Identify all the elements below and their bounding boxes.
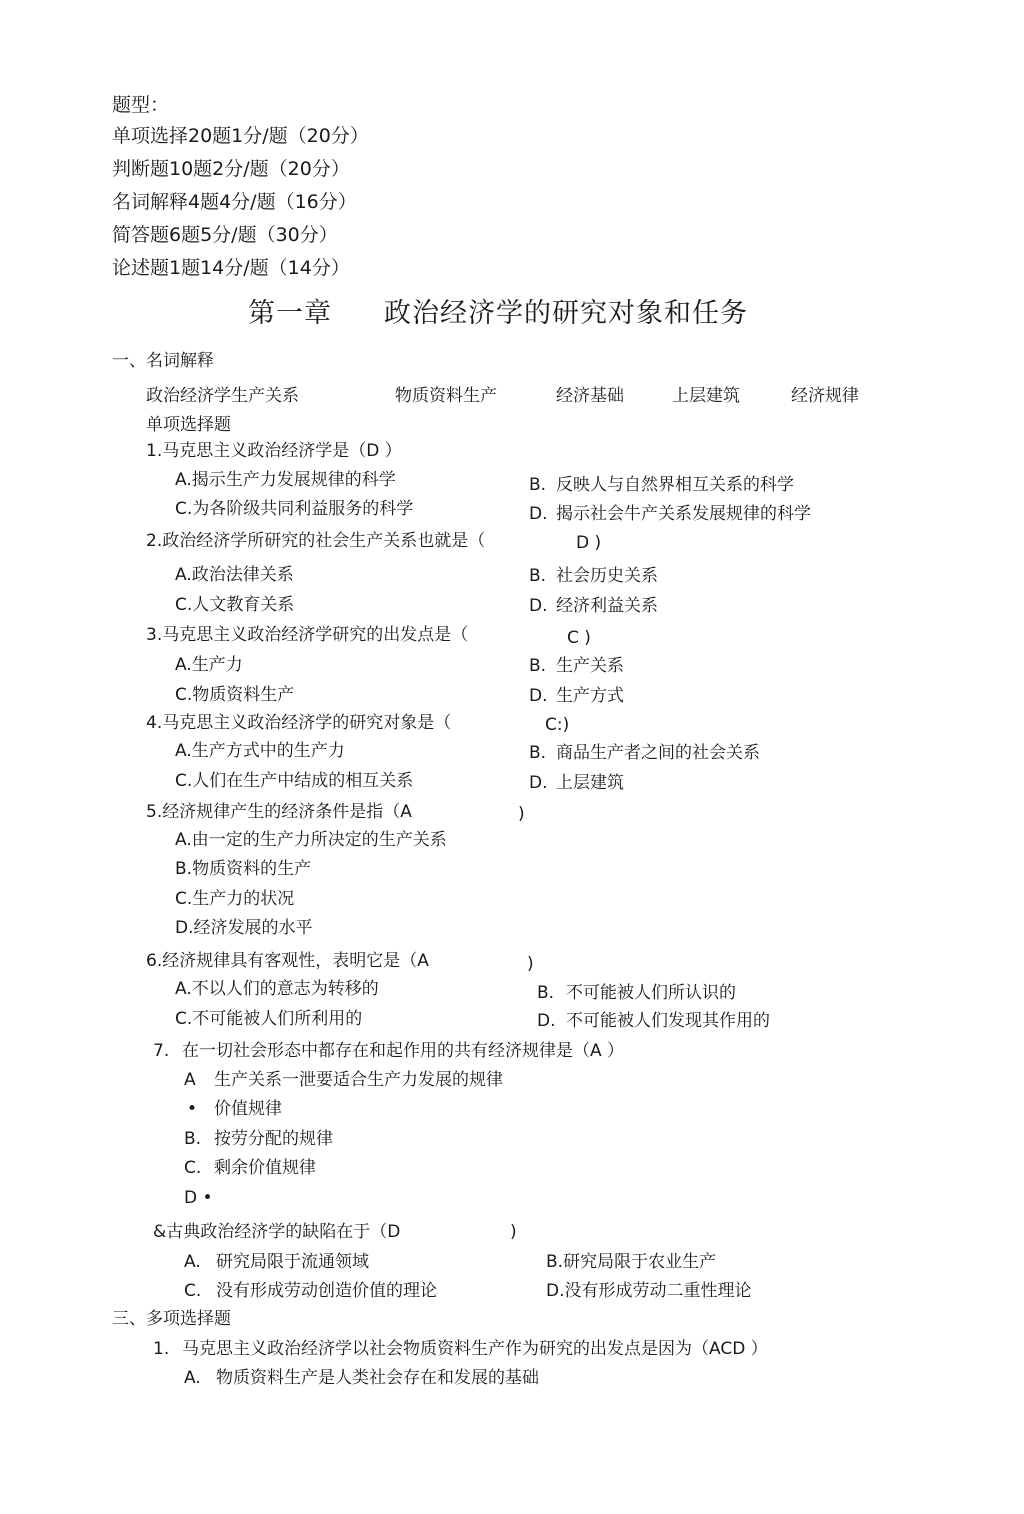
multi-question-1-stem: 马克思主义政治经济学以社会物质资料生产作为研究的出发点是因为（ACD ） <box>182 1339 768 1359</box>
question-4-stem: 4.马克思主义政治经济学的研究对象是（ <box>146 713 452 733</box>
question-7-option-a: 生产关系一泄要适合生产力发展的规律 <box>214 1070 503 1090</box>
question-4-option-a: A.生产方式中的生产力 <box>175 741 345 761</box>
question-7-option-b-label: B. <box>184 1129 202 1149</box>
multi-question-1-option-a: 物质资料生产是人类社会存在和发展的基础 <box>216 1368 539 1388</box>
question-3-option-d-label: D. <box>529 686 548 706</box>
format-line-single-choice: 单项选择20题1分/题（20分） <box>112 125 369 147</box>
chapter-title <box>248 296 748 332</box>
question-6-option-b: 不可能被人们所认识的 <box>566 983 736 1003</box>
question-2-option-b: 社会历史关系 <box>556 566 658 586</box>
question-3-option-b-label: B. <box>529 656 547 676</box>
question-6-option-d-label: D. <box>537 1011 556 1031</box>
question-2-answer: D ) <box>576 533 602 553</box>
question-4-option-d: 上层建筑 <box>556 773 624 793</box>
question-3-option-b: 生产关系 <box>556 656 624 676</box>
question-5-close-paren: ) <box>518 804 525 824</box>
question-3-option-a: A.生产力 <box>175 655 243 675</box>
section-heading-single-choice: 单项选择题 <box>146 415 231 435</box>
question-6-stem: 6.经济规律具有客观性，表明它是（A <box>146 951 429 971</box>
question-1-option-c: C.为各阶级共同利益服务的科学 <box>175 499 414 519</box>
question-8-option-c-label: C. <box>184 1281 202 1301</box>
question-2-stem: 2.政治经济学所研究的社会生产关系也就是（ <box>146 531 486 551</box>
term-item: 上层建筑 <box>672 386 740 406</box>
term-item: 政治经济学生产关系 <box>146 386 299 406</box>
question-2-option-c: C.人文教育关系 <box>175 595 295 615</box>
question-3-option-d: 生产方式 <box>556 686 624 706</box>
question-6-close-paren: ) <box>527 954 534 974</box>
question-7-stem: 在一切社会形态中都存在和起作用的共有经济规律是（A ） <box>182 1041 625 1061</box>
question-8-stem: &古典政治经济学的缺陷在于（D <box>153 1222 401 1242</box>
multi-question-1-option-a-label: A. <box>184 1368 201 1388</box>
question-1-option-a: A.揭示生产力发展规律的科学 <box>175 470 396 490</box>
question-5-option-d: D.经济发展的水平 <box>175 918 313 938</box>
question-8-option-a-label: A. <box>184 1252 201 1272</box>
question-2-option-d-label: D. <box>529 596 548 616</box>
question-8-option-c: 没有形成劳动创造价值的理论 <box>216 1281 437 1301</box>
question-4-option-b: 商品生产者之间的社会关系 <box>556 743 760 763</box>
question-1-option-b: 反映人与自然界相互关系的科学 <box>556 475 794 495</box>
question-7-option-a-label: A <box>184 1070 196 1090</box>
question-7-option-b: 按劳分配的规律 <box>214 1129 333 1149</box>
question-7-option-d-label: D • <box>184 1188 213 1208</box>
question-1-option-d: 揭示社会牛产关系发展规律的科学 <box>556 504 811 524</box>
question-2-option-b-label: B. <box>529 566 547 586</box>
question-6-option-b-label: B. <box>537 983 555 1003</box>
section-heading-multiple-choice: 三、多项选择题 <box>112 1309 231 1329</box>
question-1-option-d-label: D. <box>529 504 548 524</box>
question-6-option-a: A.不以人们的意志为转移的 <box>175 979 379 999</box>
question-6-option-d: 不可能被人们发现其作用的 <box>566 1011 770 1031</box>
section-heading-terms: 一、名词解释 <box>112 351 214 371</box>
question-7-bullet-option: 价值规律 <box>214 1099 282 1119</box>
question-3-answer: C ) <box>567 628 591 648</box>
question-3-stem: 3.马克思主义政治经济学研究的出发点是（ <box>146 625 469 645</box>
question-2-option-d: 经济利益关系 <box>556 596 658 616</box>
question-5-stem: 5.经济规律产生的经济条件是指（A <box>146 802 412 822</box>
chapter-name: 政治经济学的研究对象和任务 <box>384 298 748 329</box>
question-7-bullet: • <box>187 1099 198 1119</box>
question-6-option-c: C.不可能被人们所利用的 <box>175 1009 363 1029</box>
question-4-option-d-label: D. <box>529 773 548 793</box>
format-line-essay: 论述题1题14分/题（14分） <box>112 257 350 279</box>
question-1-stem: 1.马克思主义政治经济学是（D ） <box>146 441 402 461</box>
format-line-true-false: 判断题10题2分/题（20分） <box>112 158 350 180</box>
chapter-number: 第一章 <box>248 298 332 329</box>
term-item: 经济规律 <box>791 386 859 406</box>
question-7-option-c: 剩余价值规律 <box>214 1158 316 1178</box>
question-5-option-b: B.物质资料的生产 <box>175 859 312 879</box>
question-4-option-b-label: B. <box>529 743 547 763</box>
question-8-option-d: D.没有形成劳动二重性理论 <box>546 1281 752 1301</box>
format-line-short-answer: 简答题6题5分/题（30分） <box>112 224 338 246</box>
question-3-option-c: C.物质资料生产 <box>175 685 295 705</box>
exam-format-title: 题型： <box>112 94 170 116</box>
question-8-option-a: 研究局限于流通领域 <box>216 1252 369 1272</box>
question-4-answer: C:) <box>545 715 570 735</box>
question-7-number: 7. <box>153 1041 170 1061</box>
question-5-option-a: A.由一定的生产力所决定的生产关系 <box>175 830 447 850</box>
question-2-option-a: A.政治法律关系 <box>175 565 294 585</box>
question-4-option-c: C.人们在生产中结成的相互关系 <box>175 771 414 791</box>
question-1-option-b-label: B. <box>529 475 547 495</box>
question-8-close-paren: ) <box>510 1222 517 1242</box>
term-item: 经济基础 <box>556 386 624 406</box>
multi-question-1-number: 1. <box>153 1339 170 1359</box>
format-line-terms: 名词解释4题4分/题（16分） <box>112 191 357 213</box>
question-8-option-b: B.研究局限于农业生产 <box>546 1252 717 1272</box>
term-item: 物质资料生产 <box>395 386 497 406</box>
question-5-option-c: C.生产力的状况 <box>175 889 295 909</box>
question-7-option-c-label: C. <box>184 1158 202 1178</box>
